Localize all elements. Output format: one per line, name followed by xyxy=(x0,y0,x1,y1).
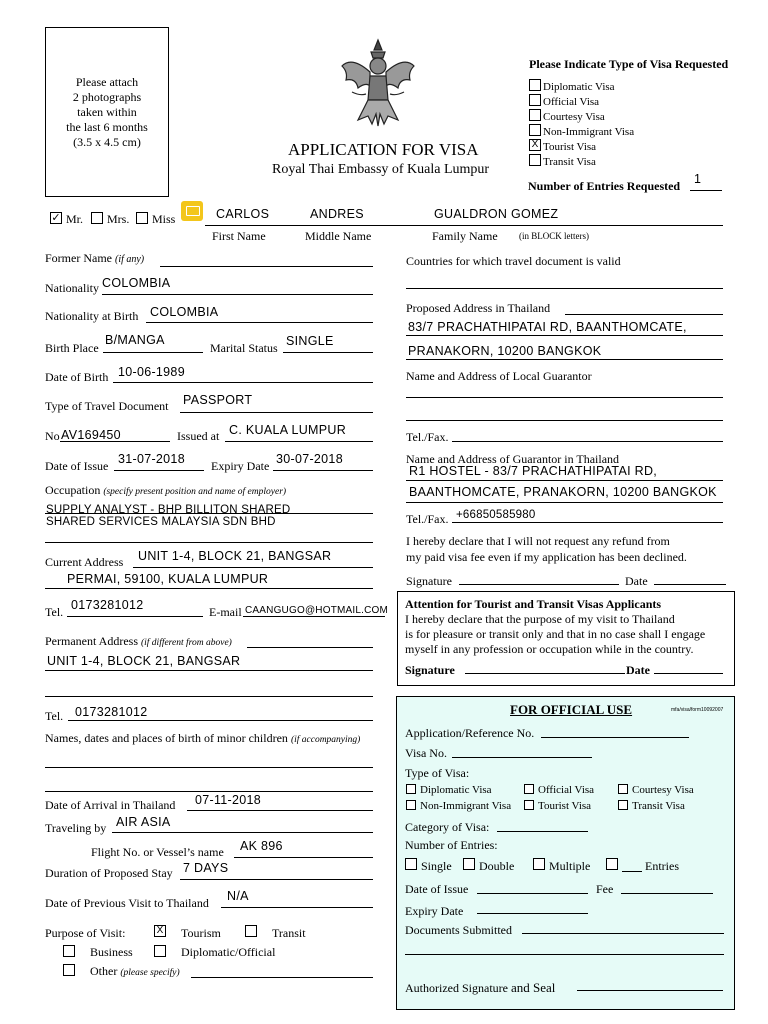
traveling-by-label: Traveling by xyxy=(45,821,107,835)
photo-instruction: 2 photographs xyxy=(72,89,142,104)
date-label: Date xyxy=(625,574,648,588)
proposed-address-label: Proposed Address in Thailand xyxy=(406,301,551,315)
mrs-label: Mrs. xyxy=(107,212,130,226)
mr-checkbox[interactable]: ✓ xyxy=(51,212,61,224)
visa-diplomatic-label: Diplomatic Visa xyxy=(543,81,615,93)
proposed-address-value-2[interactable]: PRANAKORN, 10200 BANGKOK xyxy=(408,344,602,358)
visa-type-heading: Please Indicate Type of Visa Requested xyxy=(529,57,729,71)
other-checkbox[interactable] xyxy=(63,964,75,976)
form-subtitle: Royal Thai Embassy of Kuala Lumpur xyxy=(272,162,490,177)
official-docs-label: Documents Submitted xyxy=(405,923,512,937)
official-non-immigrant-checkbox[interactable] xyxy=(406,800,416,810)
marital-status-label: Marital Status xyxy=(210,341,278,355)
garuda-emblem-icon xyxy=(338,36,418,132)
official-use-box xyxy=(396,696,735,1010)
official-transit-checkbox[interactable] xyxy=(618,800,628,810)
official-ref-label: Application/Reference No. xyxy=(405,726,535,740)
arrival-value[interactable]: 07-11-2018 xyxy=(195,793,262,807)
visa-official-label: Official Visa xyxy=(543,96,600,108)
nationality-value[interactable]: COLOMBIA xyxy=(102,276,171,290)
tourism-checkbox[interactable]: X xyxy=(154,925,166,937)
date-of-issue-value[interactable]: 31-07-2018 xyxy=(118,452,185,466)
comment-note-icon[interactable] xyxy=(181,201,203,221)
traveling-by-value[interactable]: AIR ASIA xyxy=(116,815,171,829)
miss-label: Miss xyxy=(152,212,176,226)
dob-value[interactable]: 10-06-1989 xyxy=(118,365,185,379)
block-letters-note: (in BLOCK letters) xyxy=(519,231,589,241)
attention-heading: Attention for Tourist and Transit Visas Applicants xyxy=(405,597,662,611)
travel-doc-value[interactable]: PASSPORT xyxy=(183,393,253,407)
photo-instruction: the last 6 months xyxy=(66,119,148,134)
dob-label: Date of Birth xyxy=(45,370,109,384)
marital-status-value[interactable]: SINGLE xyxy=(286,334,334,348)
perm-address-value-1[interactable]: UNIT 1-4, BLOCK 21, BANGSAR xyxy=(47,654,241,668)
transit-checkbox[interactable] xyxy=(245,925,257,937)
official-courtesy-checkbox[interactable] xyxy=(618,784,628,794)
visa-tourist-label: Tourist Visa xyxy=(543,141,597,153)
issued-at-label: Issued at xyxy=(177,429,220,443)
prev-visit-value[interactable]: N/A xyxy=(227,889,249,903)
occupation-label: Occupation (specify present position and name of employer) xyxy=(45,483,287,497)
former-name-label: Former Name (if any) xyxy=(45,251,145,265)
attention-line-2: is for pleasure or transit only and that in no case shall I engage xyxy=(405,627,706,641)
purpose-label: Purpose of Visit: xyxy=(45,926,126,940)
occupation-value-1[interactable]: SUPPLY ANALYST - BHP BILLITON SHARED xyxy=(46,504,291,516)
official-official-checkbox[interactable] xyxy=(524,784,534,794)
official-diplomatic-label: Diplomatic Visa xyxy=(420,784,492,796)
official-single-label: Single xyxy=(421,859,452,873)
proposed-address-value-1[interactable]: 83/7 PRACHATHIPATAI RD, BAANTHOMCATE, xyxy=(408,320,687,334)
passport-no-value[interactable]: AV169450 xyxy=(61,428,121,442)
current-address-value-1[interactable]: UNIT 1-4, BLOCK 21, BANGSAR xyxy=(138,549,332,563)
official-official-label: Official Visa xyxy=(538,784,595,796)
email-value[interactable]: CAANGUGO@HOTMAIL.COM xyxy=(245,605,389,616)
nationality-birth-value[interactable]: COLOMBIA xyxy=(150,305,219,319)
photo-box xyxy=(45,27,169,197)
official-entries-checkbox[interactable] xyxy=(606,858,618,870)
official-type-label: Type of Visa: xyxy=(405,766,470,780)
expiry-date-label: Expiry Date xyxy=(211,459,270,473)
official-transit-label: Transit Visa xyxy=(632,800,685,812)
local-guarantor-label: Name and Address of Local Guarantor xyxy=(406,369,592,383)
tel-label: Tel. xyxy=(45,605,64,619)
mrs-checkbox[interactable] xyxy=(91,212,103,224)
entries-requested-label: Number of Entries Requested xyxy=(528,179,681,193)
telfax2-value[interactable]: +66850585980 xyxy=(456,509,536,521)
official-tourist-label: Tourist Visa xyxy=(538,800,592,812)
official-doi-label: Date of Issue xyxy=(405,882,469,896)
tourism-label: Tourism xyxy=(181,926,221,940)
declaration-line-1: I hereby declare that I will not request any refund from xyxy=(406,534,670,548)
official-form-code: mfa/visa/form10092007 xyxy=(671,707,724,713)
visa-diplomatic-checkbox[interactable] xyxy=(529,79,541,91)
expiry-date-value[interactable]: 30-07-2018 xyxy=(276,452,343,466)
official-diplomatic-checkbox[interactable] xyxy=(406,784,416,794)
signature-label: Signature xyxy=(406,574,452,588)
visa-non-immigrant-label: Non-Immigrant Visa xyxy=(543,126,635,138)
visa-official-checkbox[interactable] xyxy=(529,94,541,106)
flight-label: Flight No. or Vessel’s name xyxy=(91,845,224,859)
business-label: Business xyxy=(90,945,133,959)
family-name-value[interactable]: GUALDRON GOMEZ xyxy=(434,207,559,221)
photo-instruction: taken within xyxy=(77,104,137,119)
official-auth-label: Authorized Signature and Seal xyxy=(405,980,556,995)
occupation-value-2[interactable]: SHARED SERVICES MALAYSIA SDN BHD xyxy=(46,516,276,528)
mr-label: Mr. xyxy=(66,212,84,226)
family-name-label: Family Name xyxy=(432,229,498,243)
official-courtesy-label: Courtesy Visa xyxy=(632,784,694,796)
miss-checkbox[interactable] xyxy=(136,212,148,224)
official-entries-label: Number of Entries: xyxy=(405,838,498,852)
visa-transit-checkbox[interactable] xyxy=(529,154,541,166)
other-label: Other (please specify) xyxy=(90,964,180,978)
countries-label: Countries for which travel document is valid xyxy=(406,254,621,268)
official-fee-label: Fee xyxy=(596,882,614,896)
visa-courtesy-label: Courtesy Visa xyxy=(543,111,605,123)
arrival-label: Date of Arrival in Thailand xyxy=(45,798,176,812)
tel2-label: Tel. xyxy=(45,709,64,723)
first-name-value[interactable]: CARLOS xyxy=(216,207,270,221)
flight-value[interactable]: AK 896 xyxy=(240,839,283,853)
tel2-value[interactable]: 0173281012 xyxy=(75,705,148,719)
official-heading: FOR OFFICIAL USE xyxy=(510,702,633,717)
thai-guarantor-value-1[interactable]: R1 HOSTEL - 83/7 PRACHATHIPATAI RD, xyxy=(409,464,658,478)
attention-date-label: Date xyxy=(626,663,650,677)
prev-visit-label: Date of Previous Visit to Thailand xyxy=(45,896,209,910)
issued-at-value[interactable]: C. KUALA LUMPUR xyxy=(229,423,347,437)
first-name-label: First Name xyxy=(212,229,266,243)
business-checkbox[interactable] xyxy=(63,945,75,957)
transit-label: Transit xyxy=(272,926,306,940)
telfax2-label: Tel./Fax. xyxy=(406,512,449,526)
official-single-checkbox[interactable] xyxy=(405,858,417,870)
visa-transit-label: Transit Visa xyxy=(543,156,596,168)
attention-line-1: I hereby declare that the purpose of my visit to Thailand xyxy=(405,612,675,626)
photo-instruction: Please attach xyxy=(75,74,139,89)
official-multiple-label: Multiple xyxy=(549,859,591,873)
date-of-issue-label: Date of Issue xyxy=(45,459,109,473)
attention-signature-label: Signature xyxy=(405,663,455,677)
duration-label: Duration of Proposed Stay xyxy=(45,866,173,880)
email-label: E-mail xyxy=(209,605,242,619)
perm-address-label: Permanent Address (if different from above) xyxy=(45,634,232,648)
current-address-value-2[interactable]: PERMAI, 59100, KUALA LUMPUR xyxy=(67,572,269,586)
passport-no-label: No xyxy=(45,429,60,443)
thai-guarantor-value-2[interactable]: BAANTHOMCATE, PRANAKORN, 10200 BANGKOK xyxy=(409,485,717,499)
children-label: Names, dates and places of birth of minor children (if accompanying) xyxy=(45,731,361,745)
declaration-line-2: my paid visa fee even if my application has been declined. xyxy=(406,550,687,564)
official-multiple-checkbox[interactable] xyxy=(533,858,545,870)
thai-guarantor-label: Name and Address of Guarantor in Thailand xyxy=(406,452,620,466)
official-non-immigrant-label: Non-Immigrant Visa xyxy=(420,800,512,812)
official-entries-suffix: Entries xyxy=(645,859,679,873)
visa-non-immigrant-checkbox[interactable] xyxy=(529,124,541,136)
form-title: APPLICATION FOR VISA xyxy=(288,140,479,159)
tel-value[interactable]: 0173281012 xyxy=(71,598,144,612)
official-expiry-label: Expiry Date xyxy=(405,904,464,918)
middle-name-value[interactable]: ANDRES xyxy=(310,207,364,221)
birth-place-value[interactable]: B/MANGA xyxy=(105,333,165,347)
visa-courtesy-checkbox[interactable] xyxy=(529,109,541,121)
diplomatic-checkbox[interactable] xyxy=(154,945,166,957)
telfax-label: Tel./Fax. xyxy=(406,430,449,444)
nationality-label: Nationality xyxy=(45,281,99,295)
entries-requested-value[interactable]: 1 xyxy=(694,172,702,186)
diplomatic-label: Diplomatic/Official xyxy=(181,945,276,959)
birth-place-label: Birth Place xyxy=(45,341,99,355)
official-double-label: Double xyxy=(479,859,515,873)
nationality-birth-label: Nationality at Birth xyxy=(45,309,139,323)
official-double-checkbox[interactable] xyxy=(463,858,475,870)
official-category-label: Category of Visa: xyxy=(405,820,490,834)
current-address-label: Current Address xyxy=(45,555,124,569)
visa-tourist-checkbox[interactable]: X xyxy=(529,139,541,151)
official-visa-no-label: Visa No. xyxy=(405,746,447,760)
photo-instruction: (3.5 x 4.5 cm) xyxy=(73,134,141,149)
official-tourist-checkbox[interactable] xyxy=(524,800,534,810)
middle-name-label: Middle Name xyxy=(305,229,372,243)
travel-doc-label: Type of Travel Document xyxy=(45,399,169,413)
duration-value[interactable]: 7 DAYS xyxy=(183,861,229,875)
attention-line-3: myself in any profession or occupation while in the country. xyxy=(405,642,694,656)
